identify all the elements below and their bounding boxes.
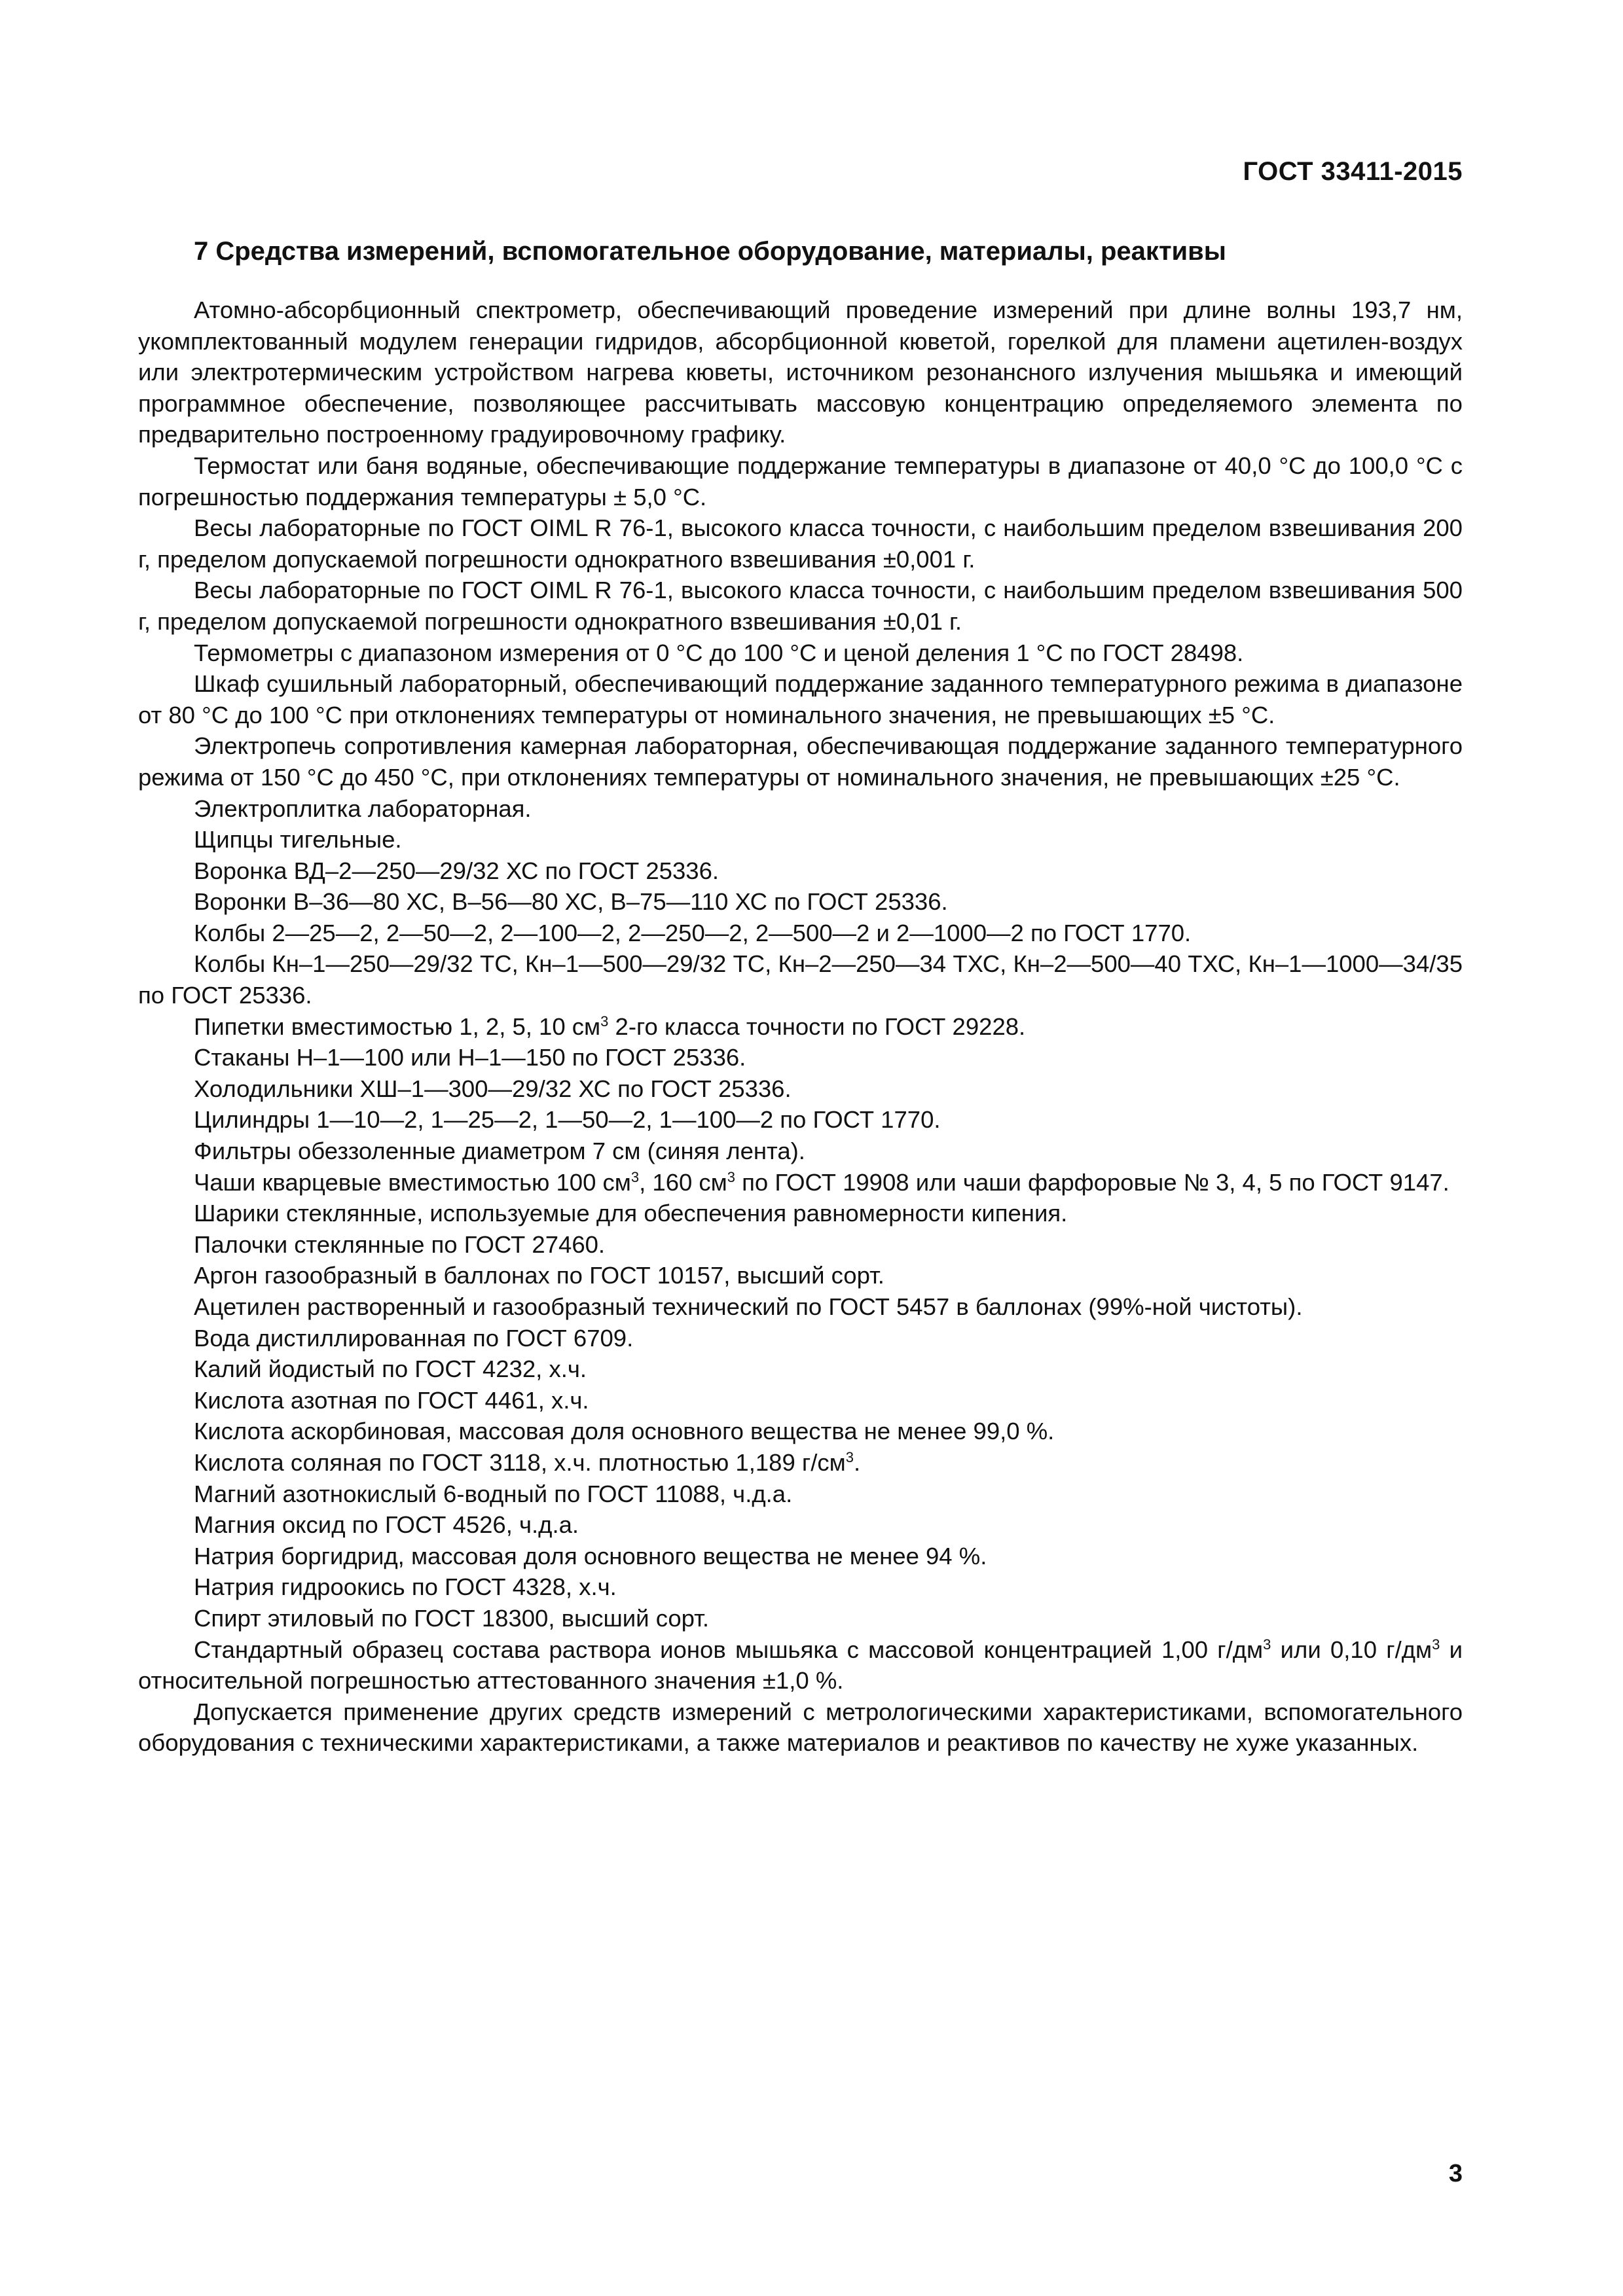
paragraph-bowls bbox=[138, 1167, 1463, 1198]
bowls-superscript-1: 3 bbox=[630, 1168, 640, 1185]
paragraph-potassium-iodide: Калий йодистый по ГОСТ 4232, х.ч. bbox=[194, 1355, 587, 1383]
pipettes-text: Пипетки вместимостью 1, 2, 5, 10 см bbox=[194, 1013, 601, 1040]
paragraph-sodium-borohydride: Натрия боргидрид, массовая доля основного вещества не менее 94 %. bbox=[194, 1542, 987, 1570]
standard-sample-superscript-1: 3 bbox=[1263, 1636, 1271, 1653]
paragraph-glass-rods: Палочки стеклянные по ГОСТ 27460. bbox=[194, 1230, 606, 1258]
paragraph-thermometers: Термометры с диапазоном измерения от 0 °С до 100 °С и ценой деления 1 °С по ГОСТ 28498. bbox=[194, 639, 1244, 666]
paragraph-beakers: Стаканы Н–1—100 или Н–1—150 по ГОСТ 25336. bbox=[194, 1044, 746, 1071]
paragraph-water: Вода дистиллированная по ГОСТ 6709. bbox=[194, 1324, 634, 1352]
paragraph-scales-500: Весы лабораторные по ГОСТ OIML R 76-1, высокого класса точности, с наибольшим пределом взвешивания 500 г, пределом допускаемой погрешности однократного взвешивания ±0,01 г. bbox=[138, 577, 1463, 635]
hcl-superscript: 3 bbox=[845, 1448, 854, 1465]
paragraph-cylinders: Цилиндры 1—10—2, 1—25—2, 1—50—2, 1—100—2 по ГОСТ 1770. bbox=[194, 1106, 941, 1134]
section-body bbox=[138, 295, 1463, 1759]
paragraph-sodium-hydroxide: Натрия гидроокись по ГОСТ 4328, х.ч. bbox=[194, 1573, 617, 1601]
section-title: 7 Средства измерений, вспомогательное оборудование, материалы, реактивы bbox=[194, 237, 1226, 266]
bowls-text-3: по ГОСТ 19908 или чаши фарфоровые № 3, 4, 5 по ГОСТ 9147. bbox=[735, 1168, 1450, 1196]
bowls-text: Чаши кварцевые вместимостью 100 см bbox=[194, 1168, 631, 1196]
page-number: 3 bbox=[1448, 2160, 1463, 2187]
bowls-text-2: , 160 см bbox=[639, 1168, 727, 1196]
paragraph-acetylene: Ацетилен растворенный и газообразный технический по ГОСТ 5457 в баллонах (99%-ной чистоты). bbox=[194, 1293, 1303, 1320]
paragraph-thermostat: Термостат или баня водяные, обеспечивающие поддержание температуры в диапазоне от 40,0 °С до 100,0 °С с погрешностью поддержания температуры ± 5,0 °С. bbox=[138, 452, 1463, 511]
paragraph-filters: Фильтры обеззоленные диаметром 7 см (синяя лента). bbox=[194, 1138, 805, 1165]
paragraph-spectrometer: Атомно-абсорбционный спектрометр, обеспечивающий проведение измерений при длине волны 193,7 нм, укомплектованный модулем генерации гидридов, абсорбционной кюветой, горелкой для пламени ацетилен-воздух или электротермическим устройством нагрева кюветы, источником резонансного излучения мышьяка и имеющий программное обеспечение, позволяющее рассчитывать массовую концентрацию определяемого элемента по предварительно построенному градуировочному графику. bbox=[138, 296, 1463, 448]
paragraph-argon: Аргон газообразный в баллонах по ГОСТ 10157, высший сорт. bbox=[194, 1262, 884, 1289]
paragraph-hotplate: Электроплитка лабораторная. bbox=[194, 795, 532, 822]
paragraph-scales-200: Весы лабораторные по ГОСТ OIML R 76-1, высокого класса точности, с наибольшим пределом взвешивания 200 г, пределом допускаемой погрешности однократного взвешивания ±0,001 г. bbox=[138, 514, 1463, 573]
paragraph-funnels: Воронки В–36—80 ХС, В–56—80 ХС, В–75—110 ХС по ГОСТ 25336. bbox=[194, 888, 948, 916]
pipettes-superscript: 3 bbox=[600, 1013, 609, 1030]
paragraph-funnel: Воронка ВД–2—250—29/32 ХС по ГОСТ 25336. bbox=[194, 857, 720, 884]
paragraph-flasks-volumetric: Колбы 2—25—2, 2—50—2, 2—100—2, 2—250—2, 2—500—2 и 2—1000—2 по ГОСТ 1770. bbox=[194, 919, 1192, 946]
document-id-header: ГОСТ 33411-2015 bbox=[1243, 157, 1463, 186]
bowls-superscript-2: 3 bbox=[727, 1168, 736, 1185]
hcl-text: Кислота соляная по ГОСТ 3118, х.ч. плотностью 1,189 г/см bbox=[194, 1448, 846, 1476]
standard-sample-text: Стандартный образец состава раствора ионов мышьяка с массовой концентрацией 1,00 г/дм bbox=[194, 1636, 1264, 1663]
standard-sample-text-2: или 0,10 г/дм bbox=[1271, 1636, 1432, 1663]
paragraph-magnesium-nitrate: Магний азотнокислый 6-водный по ГОСТ 11088, ч.д.а. bbox=[194, 1480, 793, 1507]
paragraph-ethanol: Спирт этиловый по ГОСТ 18300, высший сорт. bbox=[194, 1604, 709, 1632]
paragraph-magnesium-oxide: Магния оксид по ГОСТ 4526, ч.д.а. bbox=[194, 1511, 579, 1539]
hcl-text-end: . bbox=[853, 1448, 861, 1476]
paragraph-closing: Допускается применение других средств измерений с метрологическими характеристиками, вспомогательного оборудования с техническими характеристиками, а также материалов и реактивов по качеству не хуже указанных. bbox=[138, 1698, 1463, 1757]
paragraph-drying-cabinet: Шкаф сушильный лабораторный, обеспечивающий поддержание заданного температурного режима в диапазоне от 80 °С до 100 °С при отклонениях температуры от номинального значения, не превышающих ±5 °С. bbox=[138, 670, 1463, 728]
paragraph-furnace: Электропечь сопротивления камерная лабораторная, обеспечивающая поддержание заданного температурного режима от 150 °С до 450 °С, при отклонениях температуры от номинального значения, не превышающих ±25 °С. bbox=[138, 732, 1463, 791]
paragraph-pipettes bbox=[138, 1011, 1463, 1043]
standard-sample-text-3: и относительной погрешностью аттестованного значения ±1,0 %. bbox=[138, 1636, 1463, 1695]
paragraph-flasks-conical: Колбы Кн–1—250—29/32 ТС, Кн–1—500—29/32 ТС, Кн–2—250—34 ТХС, Кн–2—500—40 ТХС, Кн–1—1000—34/35 по ГОСТ 25336. bbox=[138, 950, 1463, 1009]
paragraph-condensers: Холодильники ХШ–1—300—29/32 ХС по ГОСТ 25336. bbox=[194, 1075, 792, 1102]
paragraph-tongs: Щипцы тигельные. bbox=[194, 826, 402, 853]
paragraph-standard-sample bbox=[138, 1634, 1463, 1696]
standard-sample-superscript-2: 3 bbox=[1432, 1636, 1440, 1653]
pipettes-text-end: 2-го класса точности по ГОСТ 29228. bbox=[608, 1013, 1026, 1040]
paragraph-hydrochloric-acid bbox=[138, 1447, 1463, 1479]
paragraph-glass-beads: Шарики стеклянные, используемые для обеспечения равномерности кипения. bbox=[194, 1200, 1068, 1227]
paragraph-ascorbic-acid: Кислота аскорбиновая, массовая доля основного вещества не менее 99,0 %. bbox=[194, 1418, 1055, 1445]
paragraph-nitric-acid: Кислота азотная по ГОСТ 4461, х.ч. bbox=[194, 1386, 589, 1414]
